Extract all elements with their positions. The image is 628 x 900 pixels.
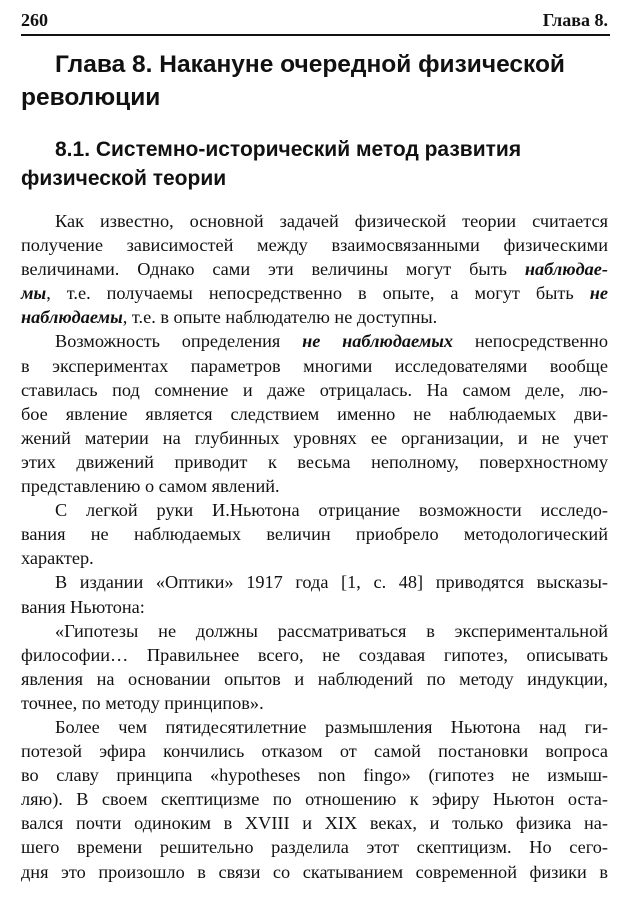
text-line: явления на основании опытов и наблюдений по методу индукции, — [21, 668, 608, 689]
emphasis-observable: наблюдае- — [524, 259, 608, 280]
text-run: , т.е. получаемы непосредственно в опыте, а могут быть — [46, 283, 590, 304]
text-line: точнее, по методу принципов». — [21, 692, 264, 713]
text-line: «Гипотезы не должны рассматриваться в экспериментальной — [55, 620, 608, 641]
text-run: величинами. Однако сами эти величины могут быть — [21, 259, 525, 280]
running-chapter-label: Глава 8. — [542, 10, 608, 30]
text-run: Возможность определения — [55, 331, 303, 352]
text-line: этих движений приводит к весьма неполному, поверхностному — [21, 451, 608, 472]
quote-paragraph — [21, 619, 608, 715]
text-line: шего времени решительно разделила этот скептицизм. Но сего- — [21, 837, 608, 858]
section-title: 8.1. Системно-исторический метод развития физической теории — [21, 138, 522, 190]
text-line: получение зависимостей между взаимосвязанными физическими — [21, 235, 608, 256]
text-line: бое явление является следствием именно не наблюдаемых дви- — [21, 403, 608, 424]
paragraph-2 — [21, 329, 608, 498]
text-line: вался почти одиноким в XVIII и XIX веках, и только физика на- — [21, 813, 608, 834]
emphasis-observable-end: мы — [21, 283, 47, 304]
body-text — [21, 209, 608, 884]
emphasis-unobservable: наблюдаемы — [21, 307, 123, 328]
page-header — [21, 8, 610, 36]
text-run: непосредственно — [453, 331, 608, 352]
emphasis-not: не — [589, 283, 608, 304]
paragraph-3 — [21, 498, 608, 570]
paragraph-1 — [21, 209, 608, 329]
text-line: жений материи на глубинных уровнях ее организации, и не учет — [21, 427, 608, 448]
text-line: вания Ньютона: — [21, 596, 145, 617]
text-line: потезой эфира кончились отказом от самой постановки вопроса — [21, 741, 608, 762]
text-line: в экспериментах параметров многими исследователями вообще — [21, 355, 608, 376]
text-line: В издании «Оптики» 1917 года [1, с. 48] приводятся высказы- — [55, 572, 608, 593]
text-line: С легкой руки И.Ньютона отрицание возможности исследо- — [55, 500, 608, 521]
paragraph-6 — [21, 715, 608, 884]
text-line — [21, 329, 608, 353]
text-line: Более чем пятидесятилетние размышления Ньютона над ги- — [55, 716, 608, 737]
emphasis-not-observable: не наблюдаемых — [302, 331, 454, 352]
paragraph-4 — [21, 570, 608, 618]
page-number: 260 — [21, 10, 48, 30]
text-line: ставилась под сомнение и даже отрицалась. На самом деле, лю- — [21, 379, 608, 400]
text-line: философии… Правильнее всего, не создавая гипотез, описывать — [21, 644, 608, 665]
text-line: ляю). В своем скептицизме по отношению к эфиру Ньютон оста- — [21, 789, 608, 810]
text-line — [21, 281, 608, 305]
text-run: , т.е. в опыте наблюдателю не доступны. — [122, 307, 438, 328]
text-line: Как известно, основной задачей физической теории считается — [55, 211, 608, 231]
chapter-title: Глава 8. Накануне очередной физической революции — [21, 51, 565, 111]
text-line: представлению о самом явлений. — [21, 476, 280, 497]
text-line — [21, 305, 608, 329]
text-line — [21, 257, 608, 281]
text-line: характер. — [21, 548, 94, 569]
text-line: во славу принципа «hypotheses non fingo» (гипотез не измыш- — [21, 765, 608, 786]
text-line: вания не наблюдаемых величин приобрело методологический — [21, 524, 608, 545]
text-line: дня это произошло в связи со скатыванием современной физики в — [21, 861, 608, 882]
